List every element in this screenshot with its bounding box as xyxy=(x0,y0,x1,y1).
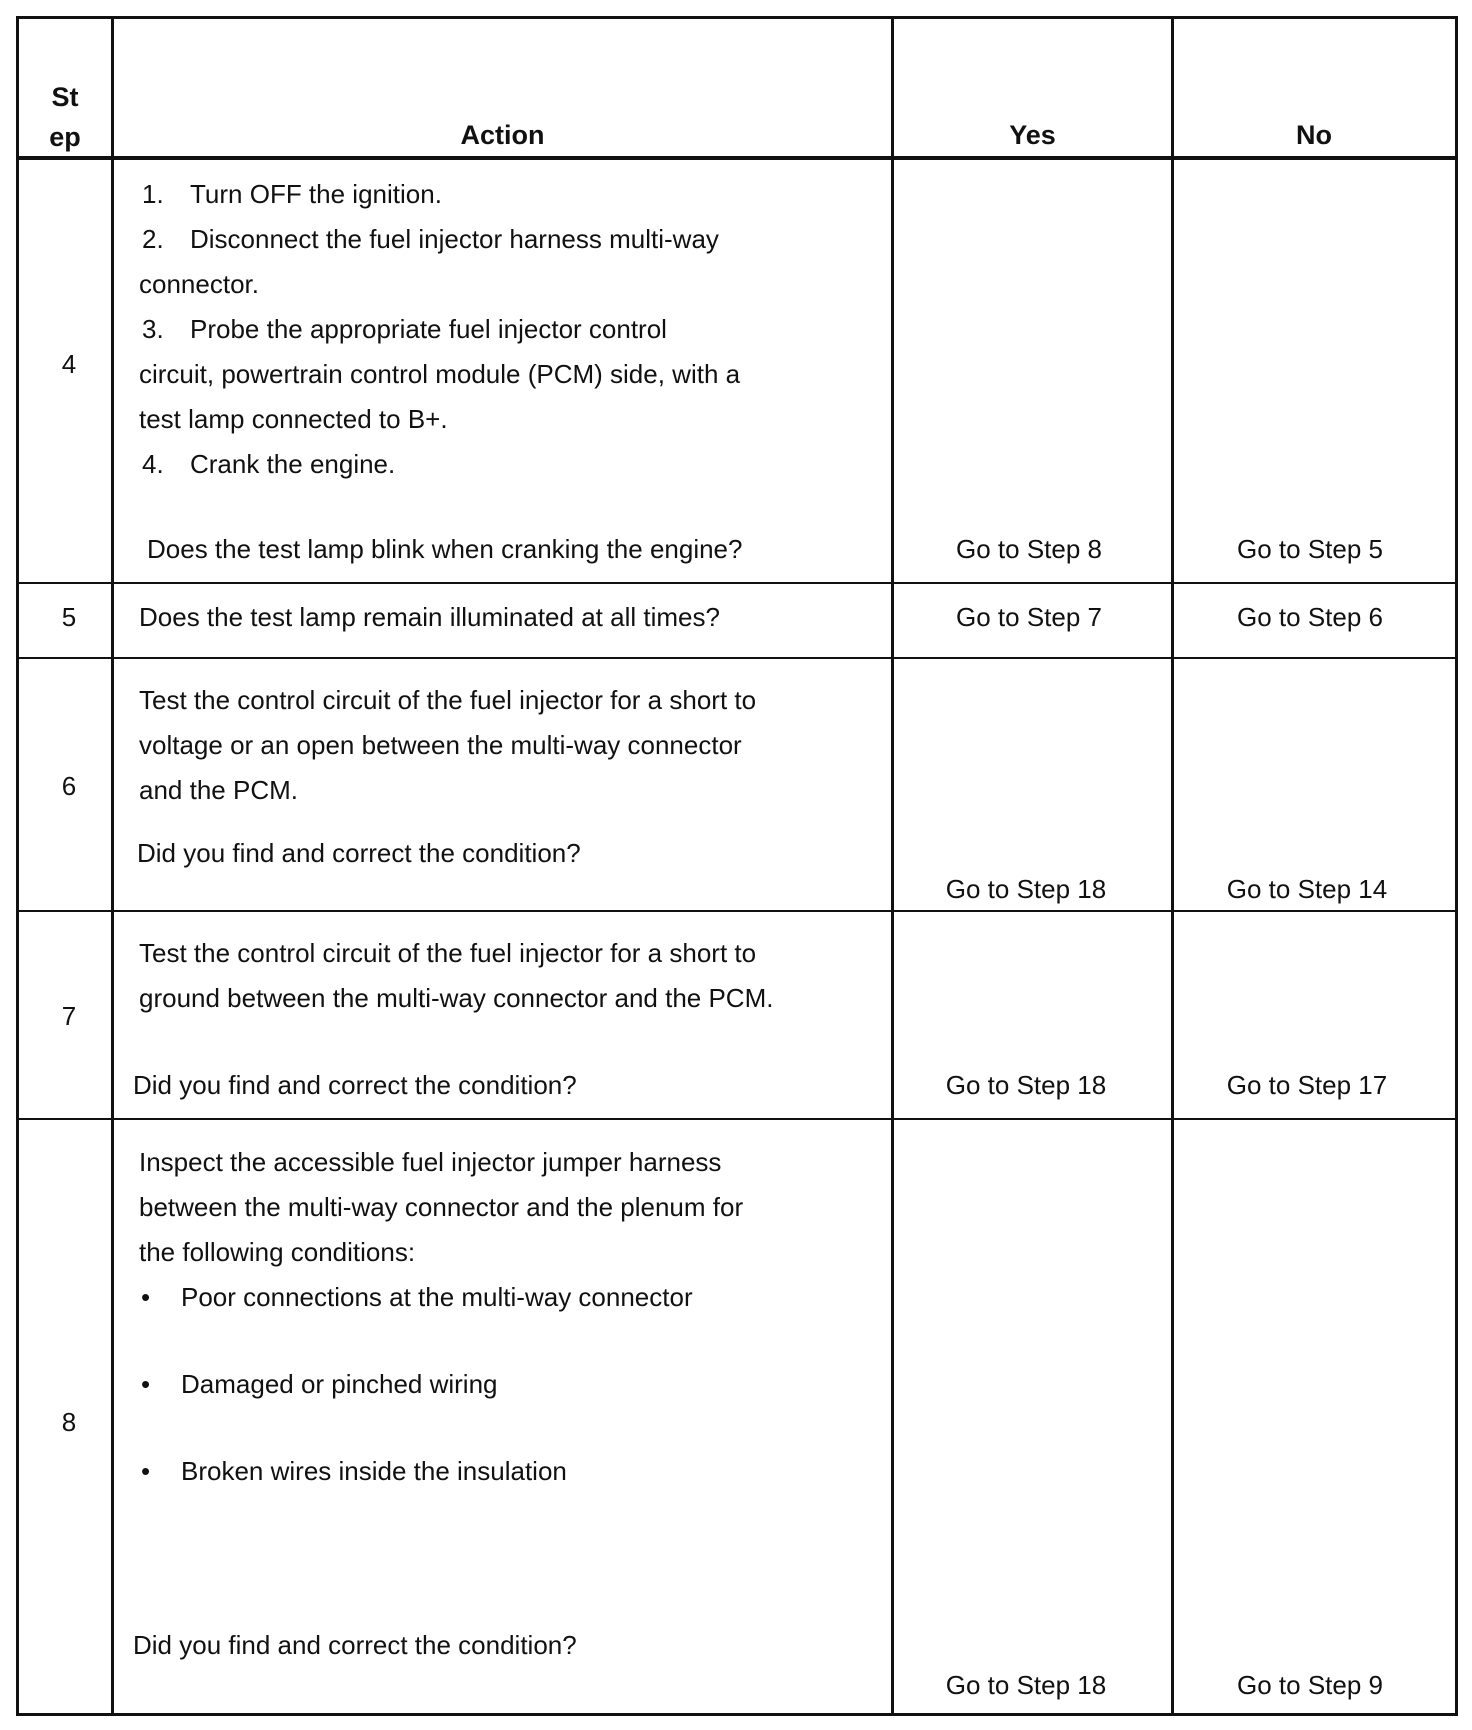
action-question: Does the test lamp remain illuminated at all times? xyxy=(139,602,720,632)
list-item: 3. Probe the appropriate fuel injector control xyxy=(142,314,667,344)
header-action: Action xyxy=(460,120,545,150)
action-text: Inspect the accessible fuel injector jumper harness between the multi-way connector and the plenum for the following conditions: • Poor connections at the multi-way connector • Damaged or pinched wiring • Broken wires inside the insulation xyxy=(139,1140,879,1494)
list-item: 4. Crank the engine. xyxy=(142,449,396,479)
action-question: Did you find and correct the condition? xyxy=(137,838,581,868)
header-yes: Yes xyxy=(1009,120,1056,150)
no-outcome: Go to Step 6 xyxy=(1237,602,1383,632)
col-divider xyxy=(891,19,894,1713)
header-no: No xyxy=(1296,120,1332,150)
no-outcome: Go to Step 14 xyxy=(1226,874,1388,904)
action-question: Does the test lamp blink when cranking the engine? xyxy=(147,534,743,564)
yes-outcome: Go to Step 18 xyxy=(945,1070,1107,1100)
step-number: 6 xyxy=(61,771,77,801)
action-text: Test the control circuit of the fuel injector for a short to ground between the multi-way connector and the PCM. xyxy=(139,938,774,1013)
step-number: 5 xyxy=(61,602,77,632)
header-step xyxy=(19,77,111,157)
no-outcome: Go to Step 5 xyxy=(1237,534,1383,564)
diagnostic-table xyxy=(16,16,1458,1716)
row-divider xyxy=(19,582,1455,584)
step-number: 7 xyxy=(61,1001,77,1031)
row-divider xyxy=(19,1118,1455,1120)
list-item-continuation: connector. xyxy=(139,269,259,299)
action-steps xyxy=(139,172,879,487)
action-text: Test the control circuit of the fuel injector for a short to voltage or an open between the multi-way connector and the PCM. xyxy=(139,685,757,805)
header-step-line2: ep xyxy=(49,122,81,152)
list-item: 2. Disconnect the fuel injector harness multi-way xyxy=(142,224,719,254)
list-item: 1. Turn OFF the ignition. xyxy=(142,179,442,209)
col-divider xyxy=(1171,19,1174,1713)
no-outcome: Go to Step 17 xyxy=(1226,1070,1388,1100)
row-divider xyxy=(19,657,1455,659)
header-step-line1: St xyxy=(51,82,79,112)
bullet-item: • Broken wires inside the insulation xyxy=(141,1456,567,1486)
col-divider xyxy=(111,19,114,1713)
list-item-continuation: test lamp connected to B+. xyxy=(139,404,448,434)
no-outcome: Go to Step 9 xyxy=(1237,1670,1383,1700)
action-question: Did you find and correct the condition? xyxy=(133,1070,577,1100)
yes-outcome: Go to Step 18 xyxy=(945,1670,1107,1700)
step-number: 8 xyxy=(61,1407,77,1437)
bullet-item: • Poor connections at the multi-way connector xyxy=(141,1282,693,1312)
bullet-item: • Damaged or pinched wiring xyxy=(141,1369,498,1399)
yes-outcome: Go to Step 18 xyxy=(945,874,1107,904)
yes-outcome: Go to Step 8 xyxy=(956,534,1102,564)
step-number: 4 xyxy=(61,349,77,379)
list-item-continuation: circuit, powertrain control module (PCM) side, with a xyxy=(139,359,741,389)
yes-outcome: Go to Step 7 xyxy=(956,602,1102,632)
action-question: Did you find and correct the condition? xyxy=(133,1630,577,1660)
